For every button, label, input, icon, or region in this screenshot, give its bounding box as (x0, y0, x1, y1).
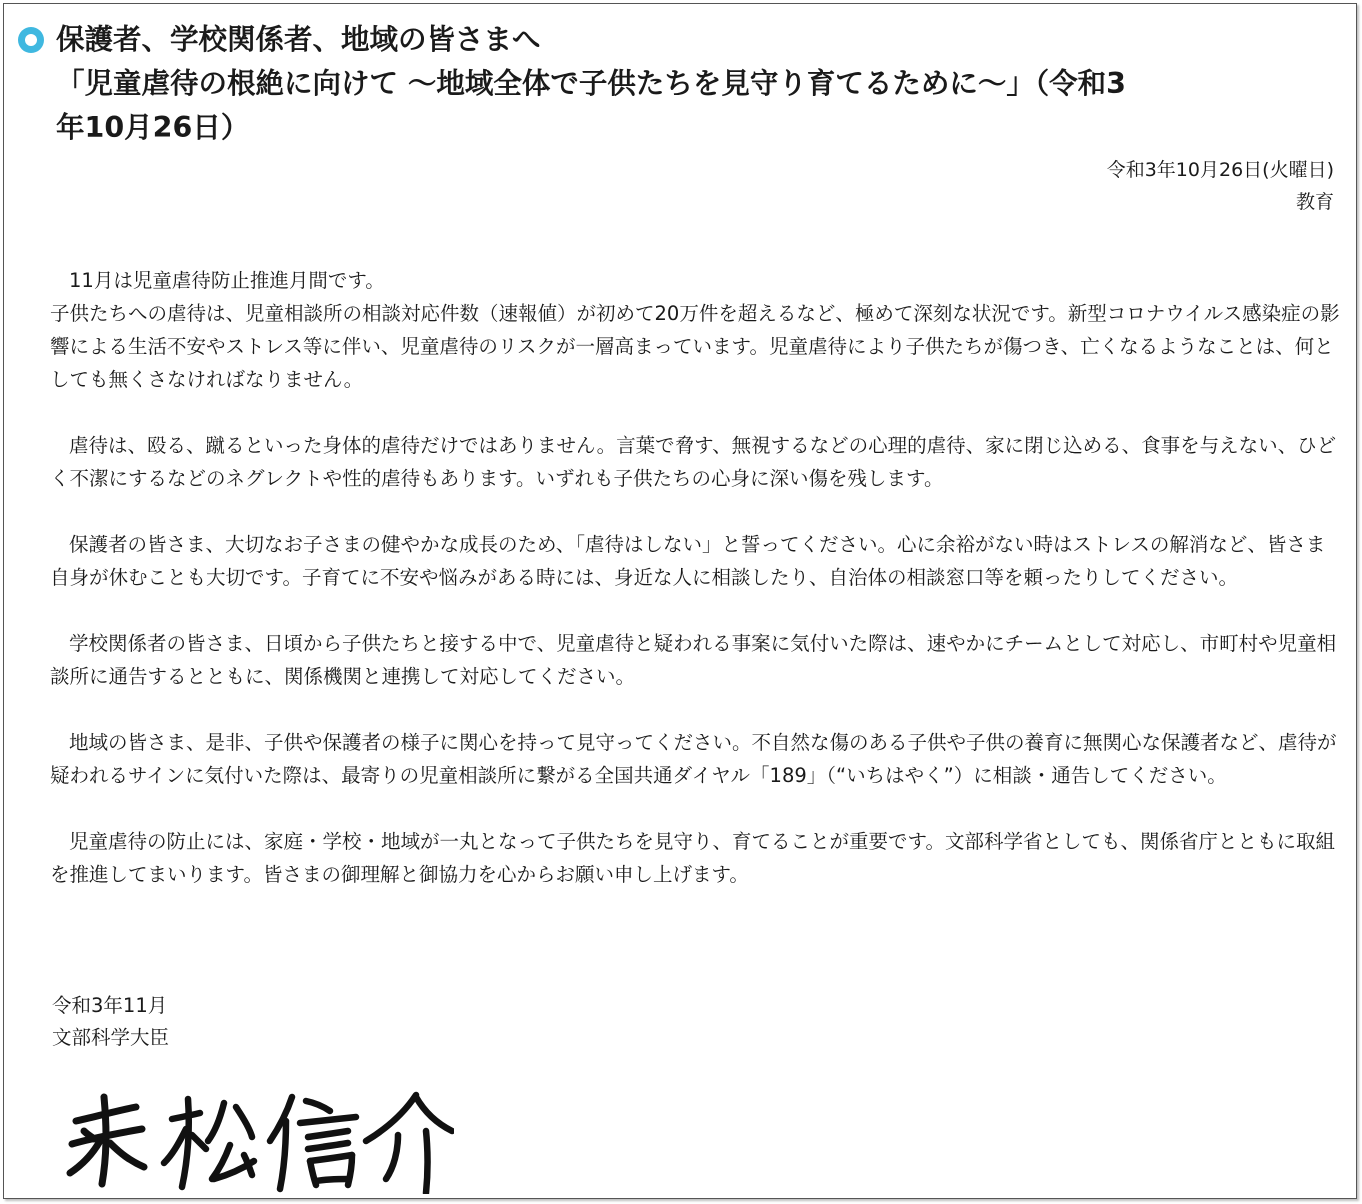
paragraph-4: 学校関係者の皆さま、日頃から子供たちと接する中で、児童虐待と疑われる事案に気付いた際は、速やかにチームとして対応し、市町村や児童相談所に通告するとともに、関係機関と連携して対応してください。 (50, 632, 1337, 688)
paragraph-3: 保護者の皆さま、大切なお子さまの健やかな成長のため、「虐待はしない」と誓ってください。心に余裕がない時はストレスの解消など、皆さま自身が休むことも大切です。子育てに不安や悩みがある時には、身近な人に相談したり、自治体の相談窓口等を頼ったりしてください。 (50, 533, 1326, 589)
title-line-1: 保護者、学校関係者、地域の皆さまへ (56, 23, 541, 56)
signoff (52, 990, 169, 1054)
document-frame (3, 3, 1357, 1199)
paragraph-1: 11月は児童虐待防止推進月間です。 子供たちへの虐待は、児童相談所の相談対応件数（速報値）が初めて20万件を超えるなど、極めて深刻な状況です。新型コロナウイルス感染症の影響による生活不安やストレス等に伴い、児童虐待のリスクが一層高まっています。児童虐待により子供たちが傷つき、亡くなるようなことは、何としても無くさなければなりません。 (50, 269, 1340, 391)
paragraph-2: 虐待は、殴る、蹴るといった身体的虐待だけではありません。言葉で脅す、無視するなどの心理的虐待、家に閉じ込める、食事を与えない、ひどく不潔にするなどのネグレクトや性的虐待もあります。いずれも子供たちの心身に深い傷を残します。 (50, 434, 1337, 490)
paragraph-5: 地域の皆さま、是非、子供や保護者の様子に関心を持って見守ってください。不自然な傷のある子供や子供の養育に無関心な保護者など、虐待が疑われるサインに気付いた際は、最寄りの児童相談所に繋がる全国共通ダイヤル「189」（“いちはやく”）に相談・通告してください。 (50, 731, 1337, 787)
message-body (50, 264, 1340, 924)
page-title (56, 18, 1348, 150)
category-label: 教育 (1295, 191, 1334, 213)
paragraph-6: 児童虐待の防止には、家庭・学校・地域が一丸となって子供たちを見守り、育てることが重要です。文部科学省としても、関係省庁とともに取組を推進してまいります。皆さまの御理解と御協力を心からお願い申し上げます。 (50, 830, 1335, 886)
title-line-2: 「児童虐待の根絶に向けて ～地域全体で子供たちを見守り育てるために～」（令和3 (56, 67, 1127, 100)
publish-meta (1107, 154, 1334, 218)
title-line-3: 年10月26日） (56, 111, 250, 144)
bullet-ring-icon (18, 27, 44, 53)
publish-date: 令和3年10月26日(火曜日) (1106, 159, 1334, 181)
signoff-date: 令和3年11月 (52, 994, 168, 1017)
handwritten-signature (64, 1089, 454, 1194)
signoff-position: 文部科学大臣 (52, 1026, 170, 1049)
